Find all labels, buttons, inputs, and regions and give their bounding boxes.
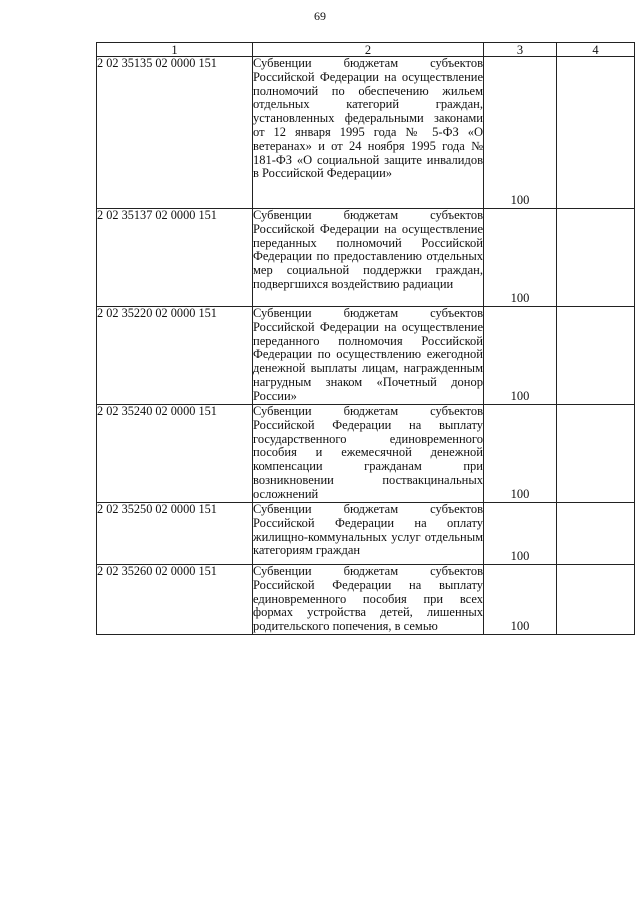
header-col-3: 3	[484, 43, 557, 57]
table-row	[97, 57, 635, 209]
row-col4	[557, 565, 635, 635]
header-row	[97, 43, 635, 57]
row-value: 100	[484, 405, 557, 503]
page-number: 69	[314, 9, 326, 23]
row-col4	[557, 57, 635, 209]
row-col4	[557, 503, 635, 565]
row-code: 2 02 35137 02 0000 151	[97, 209, 253, 307]
header-col-2: 2	[253, 43, 484, 57]
row-code: 2 02 35240 02 0000 151	[97, 405, 253, 503]
row-value: 100	[484, 57, 557, 209]
row-col4	[557, 209, 635, 307]
row-description: Субвенции бюджетам субъектов Российской Федерации на выплату единовременного пособия при всех формах устройства детей, лишенных родительского попечения, в семью	[253, 564, 483, 634]
row-description: Субвенции бюджетам субъектов Российской Федерации на осуществление переданных полномочий Российской Федерации по предоставлению отдельных мер социальной поддержки граждан, подвергшихся воздействию радиации	[253, 209, 484, 307]
table-row	[97, 503, 635, 565]
header-col-1: 1	[97, 43, 253, 57]
row-description: Субвенции бюджетам субъектов Российской Федерации на оплату жилищно-коммунальных услуг отдельным категориям граждан	[253, 503, 484, 565]
row-value: 100	[484, 503, 557, 565]
row-code: 2 02 35260 02 0000 151	[97, 565, 253, 635]
table-row	[97, 209, 635, 307]
row-code: 2 02 35135 02 0000 151	[97, 57, 253, 209]
row-code: 2 02 35250 02 0000 151	[97, 503, 253, 565]
header-col-4: 4	[557, 43, 635, 57]
row-value: 100	[484, 307, 557, 405]
row-col4	[557, 307, 635, 405]
row-description: Субвенции бюджетам субъектов Российской Федерации на выплату государственного единовременного пособия и ежемесячной денежной компенсации гражданам при возникновении поствакцинальных осложнений	[253, 404, 483, 501]
row-value: 100	[484, 565, 557, 635]
row-code: 2 02 35220 02 0000 151	[97, 307, 253, 405]
row-col4	[557, 405, 635, 503]
budget-table	[96, 42, 635, 635]
row-description: Субвенции бюджетам субъектов Российской Федерации на осуществление переданного полномочия Российской Федерации по осуществлению ежегодной денежной выплаты лицам, награжденным нагрудным знаком «Почетный донор России»	[253, 306, 483, 403]
table-row	[97, 565, 635, 635]
row-description: Субвенции бюджетам субъектов Российской Федерации на осуществление полномочий по обеспечению жильем отдельных категорий граждан, установленных федеральными законами от 12 января 1995 года № 5-ФЗ «О ветеранах» и от 24 ноября 1995 года № 181-ФЗ «О социальной защите инвалидов в Российской Федерации»	[253, 57, 484, 209]
table-row	[97, 307, 635, 405]
table-row	[97, 405, 635, 503]
row-value: 100	[484, 209, 557, 307]
